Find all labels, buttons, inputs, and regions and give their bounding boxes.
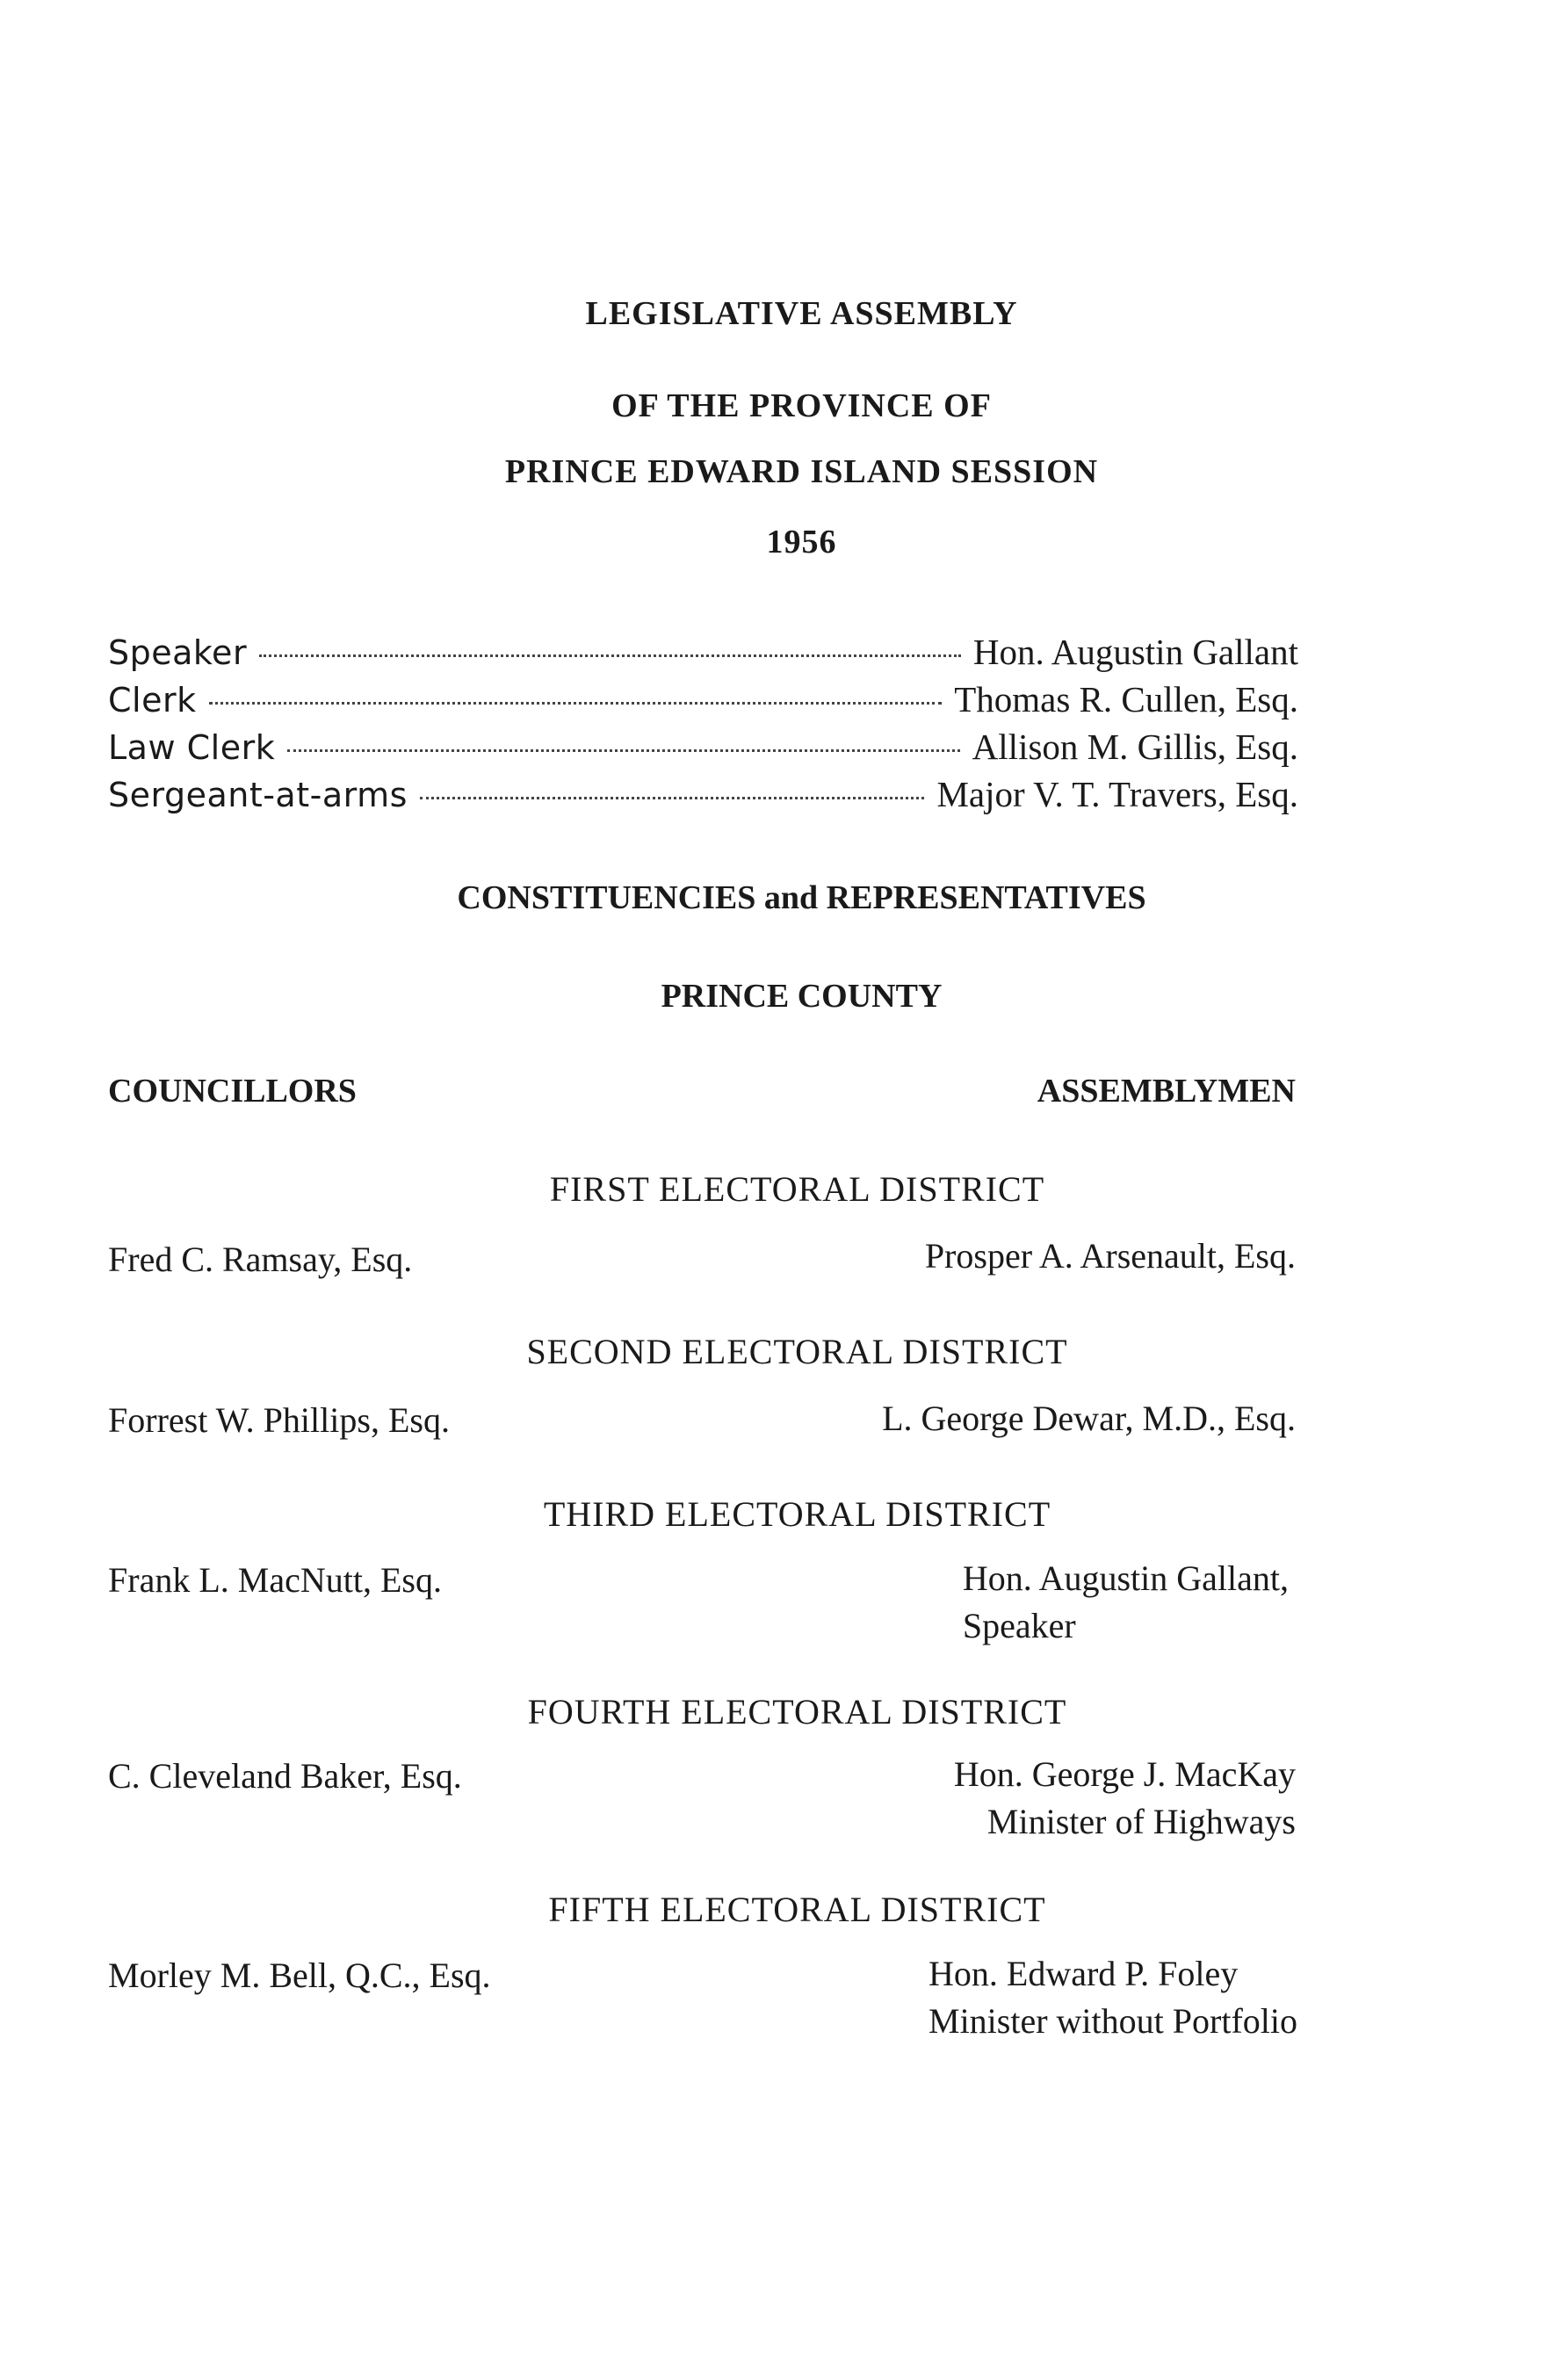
assemblyman-entry bbox=[954, 1751, 1296, 1846]
assemblyman-entry bbox=[963, 1555, 1289, 1650]
councillor-name: Frank L. MacNutt, Esq. bbox=[108, 1560, 442, 1600]
dot-leader bbox=[259, 654, 961, 657]
assemblyman-note: Minister without Portfolio bbox=[929, 2001, 1297, 2041]
constituencies-heading: CONSTITUENCIES and REPRESENTATIVES bbox=[457, 879, 1146, 916]
officer-name: Hon. Augustin Gallant bbox=[972, 632, 1298, 672]
assemblyman-entry bbox=[929, 1950, 1297, 2045]
assemblyman-name: Prosper A. Arsenault, Esq. bbox=[924, 1236, 1296, 1276]
officer-role: Law Clerk bbox=[108, 728, 276, 767]
district-heading-fourth: FOURTH ELECTORAL DISTRICT bbox=[527, 1692, 1067, 1731]
officer-row-speaker bbox=[108, 631, 1298, 678]
assemblyman-entry bbox=[925, 1233, 1296, 1280]
councillors-column-header: COUNCILLORS bbox=[108, 1073, 357, 1110]
officer-name: Thomas R. Cullen, Esq. bbox=[954, 679, 1298, 719]
session-title: PRINCE EDWARD ISLAND SESSION bbox=[504, 453, 1099, 490]
assemblyman-name: Hon. Edward P. Foley bbox=[929, 1954, 1239, 1993]
district-heading-first: FIRST ELECTORAL DISTRICT bbox=[549, 1169, 1045, 1209]
officer-row-law-clerk bbox=[108, 726, 1298, 773]
dot-leader bbox=[209, 702, 943, 705]
assemblyman-entry bbox=[882, 1395, 1296, 1442]
assemblyman-name: Hon. George J. MacKay bbox=[953, 1754, 1296, 1794]
councillor-name: C. Cleveland Baker, Esq. bbox=[108, 1756, 462, 1796]
assemblyman-note: Minister of Highways bbox=[986, 1802, 1296, 1841]
councillor-name: Forrest W. Phillips, Esq. bbox=[108, 1400, 450, 1440]
assembly-title: LEGISLATIVE ASSEMBLY bbox=[585, 295, 1018, 332]
district-heading-second: SECOND ELECTORAL DISTRICT bbox=[526, 1332, 1068, 1371]
officer-role: Clerk bbox=[108, 681, 197, 719]
session-year: 1956 bbox=[766, 524, 837, 560]
officer-role: Sergeant-at-arms bbox=[108, 776, 408, 814]
province-title: OF THE PROVINCE OF bbox=[611, 387, 992, 424]
assemblymen-column-header: ASSEMBLYMEN bbox=[1037, 1073, 1296, 1110]
dot-leader bbox=[287, 749, 959, 752]
officer-name: Major V. T. Travers, Esq. bbox=[936, 774, 1298, 814]
assemblyman-name: L. George Dewar, M.D., Esq. bbox=[882, 1399, 1296, 1438]
officer-row-clerk bbox=[108, 678, 1298, 726]
assemblyman-name: Hon. Augustin Gallant, bbox=[962, 1558, 1289, 1598]
officer-name: Allison M. Gillis, Esq. bbox=[972, 727, 1298, 767]
councillor-name: Fred C. Ramsay, Esq. bbox=[108, 1240, 413, 1279]
officer-row-sergeant-at-arms bbox=[108, 773, 1298, 821]
county-heading: PRINCE COUNTY bbox=[661, 978, 943, 1015]
district-heading-third: THIRD ELECTORAL DISTRICT bbox=[543, 1494, 1051, 1534]
dot-leader bbox=[420, 797, 925, 799]
assemblyman-note: Speaker bbox=[962, 1606, 1076, 1645]
district-heading-fifth: FIFTH ELECTORAL DISTRICT bbox=[548, 1890, 1046, 1929]
councillor-name: Morley M. Bell, Q.C., Esq. bbox=[108, 1956, 491, 1995]
officers-list bbox=[108, 631, 1298, 821]
officer-role: Speaker bbox=[108, 633, 248, 672]
